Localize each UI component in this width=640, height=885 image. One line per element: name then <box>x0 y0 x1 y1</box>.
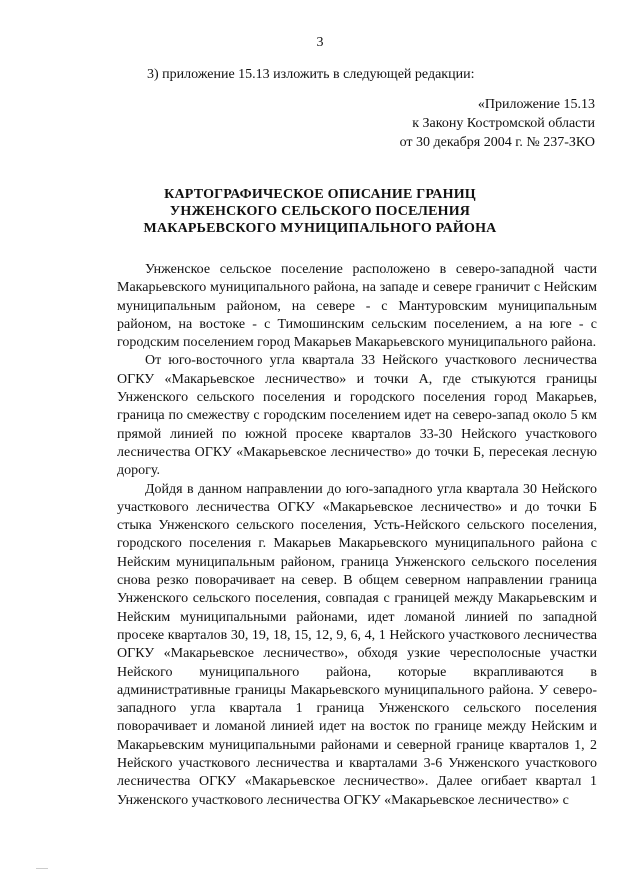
body-text <box>117 261 597 810</box>
title-line: УНЖЕНСКОГО СЕЛЬСКОГО ПОСЕЛЕНИЯ <box>169 204 471 219</box>
appendix-line: от 30 декабря 2004 г. № 237-ЗКО <box>399 135 595 150</box>
paragraph: Дойдя в данном направлении до юго-западного угла квартала 30 Нейского участкового лесничества ОГКУ «Макарьевское лесничество» и до точки Б стыка Унженского сельского поселения, Усть-Нейского сельского поселения, городского поселения г. Макарьев Макарьевского муниципального района с Нейским муниципальным районом, граница Унженского сельского поселения снова резко поворачивает на север. В общем северном направлении граница Унженского сельского поселения, совпадая с границей между Макарьевским и Нейским муниципальными районами, идет ломаной линией по западной просеке кварталов 30, 19, 18, 15, 12, 9, 6, 4, 1 Нейского участкового лесничества ОГКУ «Макарьевское лесничество», обходя узкие чересполосные участки Нейского муниципального района, которые вкрапливаются в административные границы Макарьевского муниципального района. У северо-западного угла квартала 1 граница Унженского сельского поселения поворачивает и ломаной линией идет на восток по границе между Нейским и Макарьевским муниципальными районами и северной границе кварталов 1, 2 Нейского участкового лесничества и кварталами 3-6 Унженского участкового лесничества ОГКУ «Макарьевское лесничество». Далее огибает квартал 1 Унженского участкового лесничества ОГКУ «Макарьевское лесничество» с <box>117 481 597 808</box>
amendment-intro: 3) приложение 15.13 изложить в следующей редакции: <box>147 67 475 82</box>
title-line: МАКАРЬЕВСКОГО МУНИЦИПАЛЬНОГО РАЙОНА <box>143 221 497 236</box>
scan-mark <box>36 868 48 869</box>
title-line: КАРТОГРАФИЧЕСКОЕ ОПИСАНИЕ ГРАНИЦ <box>164 187 476 202</box>
paragraph: От юго-восточного угла квартала 33 Нейского участкового лесничества ОГКУ «Макарьевское лесничество» и точки А, где стыкуются границы Унженского сельского поселения и городского поселения город Макарьев, граница по смежеству с городским поселением идет на северо-запад около 5 км прямой линией по южной просеке кварталов 33-30 Нейского участкового лесничества ОГКУ «Макарьевское лесничество» до точки Б, пересекая лесную дорогу. <box>117 353 597 479</box>
appendix-line: «Приложение 15.13 <box>477 97 595 112</box>
appendix-line: к Закону Костромской области <box>412 116 595 131</box>
paragraph: Унженское сельское поселение расположено в северо-западной части Макарьевского муниципального района, на западе и севере граничит с Нейским муниципальным районом, на севере - с Мантуровским муниципальным районом, на востоке - с Тимошинским сельским поселением, а на юге - с городским поселением город Макарьев Макарьевского муниципального района. <box>117 262 597 351</box>
page-number: 3 <box>316 35 324 50</box>
appendix-header <box>400 95 595 152</box>
document-title <box>0 186 640 237</box>
